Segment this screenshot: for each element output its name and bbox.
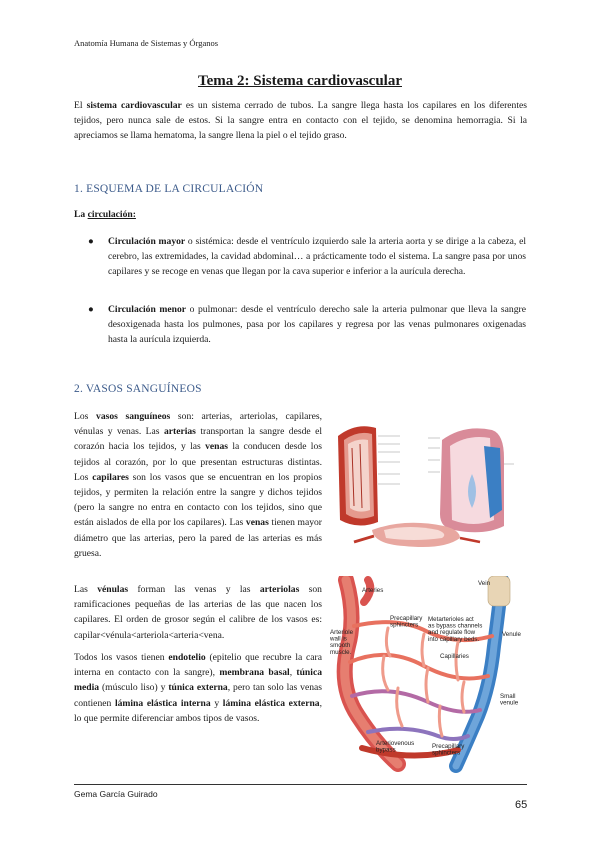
label-line: muscle. <box>330 648 352 656</box>
intro-paragraph: El sistema cardiovascular es un sistema cerrado de tubos. La sangre llega hasta los capilares en los diferentes tejidos, pero nunca sale de estos. Si la sangre entra en contacto con el tejido, se denomina hemorragia. Si la apreciamos se llama hematoma, la sangre llena la piel o el tejido graso. <box>74 100 527 142</box>
label-arteriole <box>329 629 354 656</box>
label-line: into capillary beds. <box>428 635 480 643</box>
label-line: Precapillary <box>390 615 423 622</box>
footer-divider <box>74 784 527 785</box>
vein-segment-drawing <box>488 576 510 606</box>
label-venule: Venule <box>502 631 521 638</box>
label-line: as bypass channels <box>428 622 483 630</box>
bullet-circulacion-mayor: ● Circulación mayor o sistémica: desde el ventrículo izquierdo sale la arteria aorta y se dirige a la cabeza, el cerebro, las extremidades, la cavidad abdominal… a prácticamente todo el sistema. La sangre pasa por unos capilares y se recoge en venas que llegan por la cava superior e inferior a la aurícula derecha. <box>88 236 526 278</box>
vessels-paragraph-1: Los vasos sanguíneos son: arterias, arteriolas, capilares, vénulas y venas. Las arterias transportan la sangre desde el corazón hacia los tejidos, y las venas la conducen desde los tejidos al corazón, por lo que presentan estructuras distintas. Los capilares son los vasos que se encuentran en los propios tejidos, y permiten la relación entre la sangre y dichos tejidos (pero la sangre no entra en contacto con los tejidos, sino que están aislados de ella por los capilares). Las venas tienen mayor diámetro que las arterias, pero la pared de las arterias es más gruesa. <box>74 411 322 559</box>
label-line: smooth <box>330 642 351 650</box>
label-line: Arteriole <box>330 629 354 636</box>
label-line: Arteriovenous <box>376 740 415 747</box>
label-line: sphincters <box>432 749 461 757</box>
section-heading-circulation: 1. ESQUEMA DE LA CIRCULACIÓN <box>74 183 264 195</box>
capillary-bed-diagram <box>328 576 528 774</box>
bullet-icon: ● <box>88 304 94 315</box>
label-line: venule <box>500 699 519 707</box>
label-vein: Vein <box>478 580 491 587</box>
vessel-wall-illustration <box>334 418 528 568</box>
vessels-paragraph-3: Todos los vasos tienen endotelio (epitelio que recubre la cara interna en contacto con la sangre), membrana basal, túnica media (músculo liso) y túnica externa, pero tan solo las venas contienen lámina elástica interna y lámina elástica externa, lo que permite diferenciar ambos tipos de vasos. <box>74 652 323 724</box>
bullet-icon: ● <box>88 236 94 247</box>
page-number: 65 <box>515 799 528 811</box>
footer-author: Gema García Guirado <box>74 789 158 799</box>
label-arteries: Arteries <box>362 587 384 594</box>
label-line: Small <box>500 693 516 700</box>
running-header: Anatomía Humana de Sistemas y Órganos <box>74 38 219 48</box>
label-line: Metarterioles act <box>428 616 474 623</box>
label-line: wall is <box>330 635 347 643</box>
vein-wall-drawing <box>440 428 504 532</box>
artery-wall-drawing <box>338 426 378 525</box>
label-line: sphincters <box>390 621 419 629</box>
section-heading-vessels: 2. VASOS SANGUÍNEOS <box>74 383 202 395</box>
circulation-subhead: La circulación: <box>74 209 136 220</box>
label-capillaries: Capillaries <box>440 653 469 660</box>
page-title: Tema 2: Sistema cardiovascular <box>197 73 402 89</box>
label-line: and regulate flow <box>428 629 476 637</box>
label-line: bypass <box>376 746 396 754</box>
bullet-circulacion-menor: ● Circulación menor o pulmonar: desde el ventrículo derecho sale la arteria pulmonar que lleva la sangre desoxigenada hasta los pulmones, pasa por los capilares y regresa por las venas pulmonares oxigenadas hasta la aurícula izquierda. <box>88 304 526 346</box>
vessels-paragraph-2: Las vénulas forman las venas y las arteriolas son ramificaciones pequeñas de las arterias de las que nacen los capilares. El orden de grosor según el calibre de los vasos es: capilar<vénula<arteriola<arteria<vena. <box>74 584 322 641</box>
label-line: Precapillary <box>432 743 465 750</box>
